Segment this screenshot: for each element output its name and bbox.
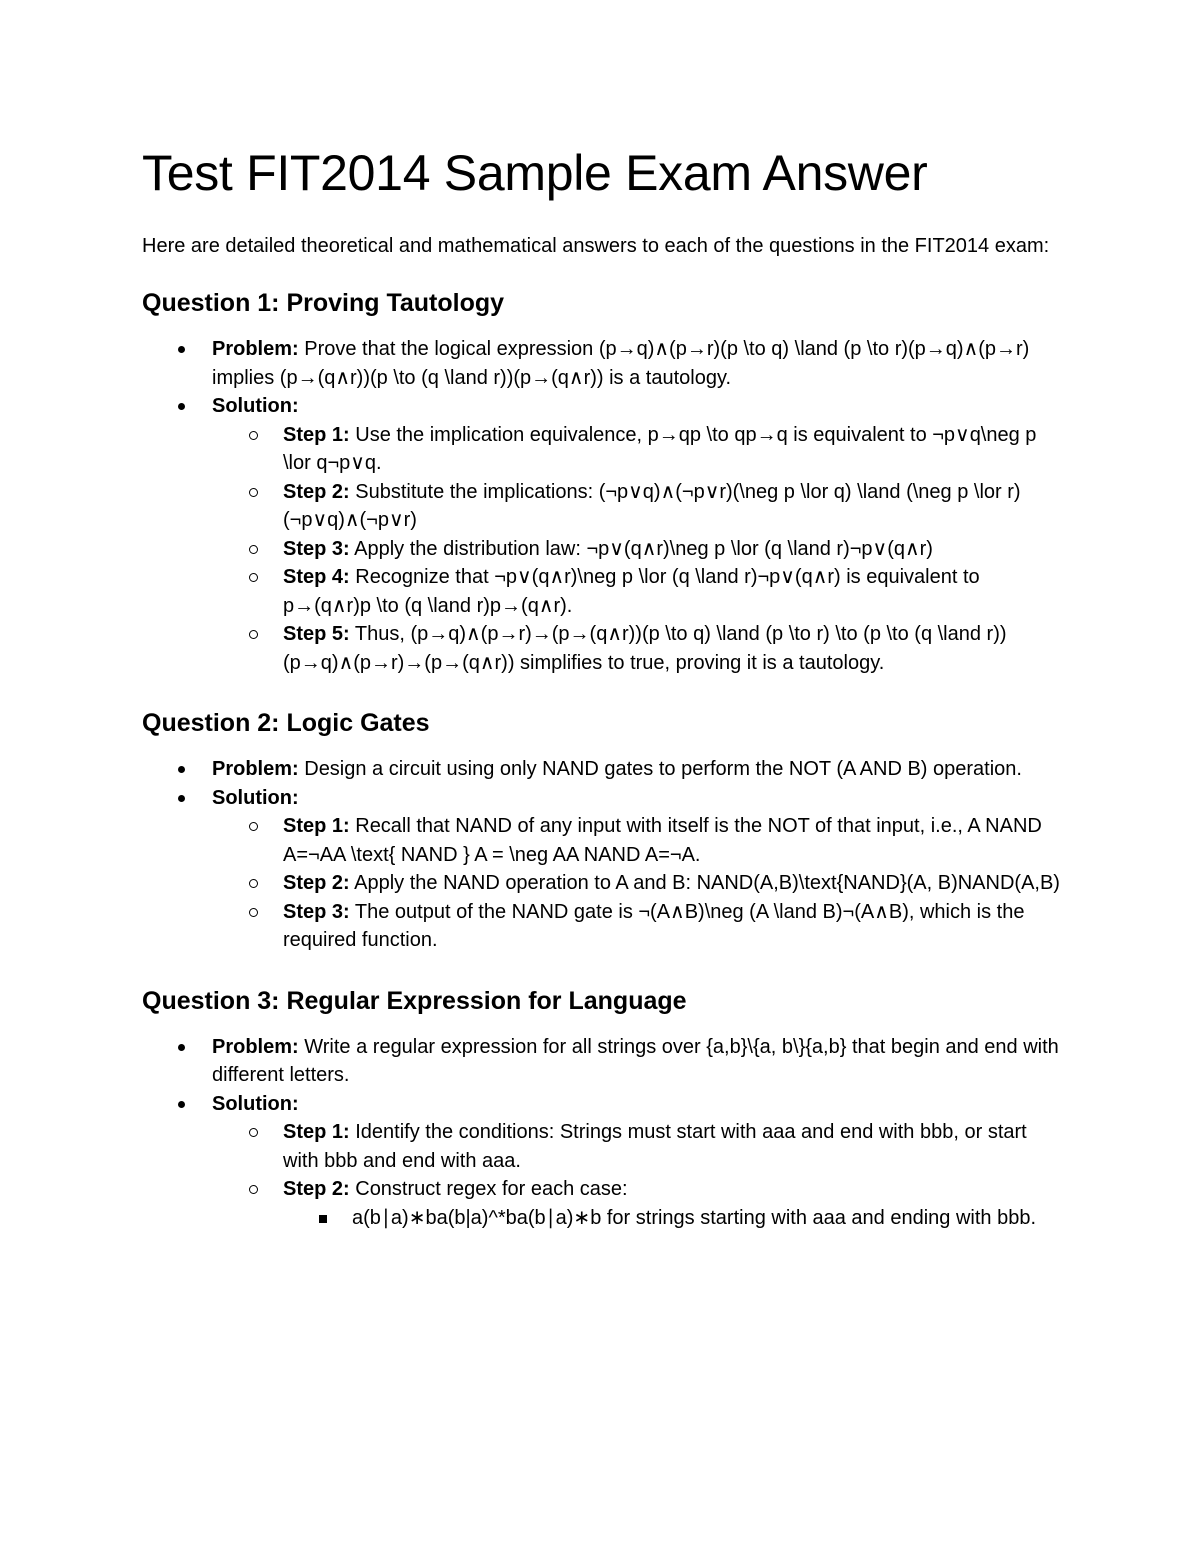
- question-1-heading: Question 1: Proving Tautology: [142, 289, 505, 317]
- step-label: Step 3:: [283, 900, 350, 923]
- step-label: Step 2:: [283, 480, 350, 503]
- step-text: Apply the distribution law: ¬p∨(q∧r)\neg p \lor (q \land r)¬p∨(q∧r): [349, 537, 933, 560]
- problem-label: Problem:: [212, 338, 299, 360]
- step-text: Use the implication equivalence, p→qp \to qp→q is equivalent to ¬p∨q\neg p \lor q¬p∨q.: [283, 423, 1037, 474]
- question-3-problem: [212, 1033, 1067, 1090]
- question-1-steps: [212, 421, 1067, 678]
- step-text: Recall that NAND of any input with itself is the NOT of that input, i.e., A NAND A=¬AA \text{ NAND } A = \neg AA NAND A=¬A.: [283, 815, 1042, 866]
- step-item: [283, 1175, 1067, 1232]
- step-item: [283, 421, 1067, 478]
- document-page: [142, 140, 1067, 1232]
- step-text: The output of the NAND gate is ¬(A∧B)\neg (A \land B)¬(A∧B), which is the required function.: [283, 900, 1025, 951]
- question-3-heading: Question 3: Regular Expression for Language: [142, 986, 687, 1015]
- step-label: Step 4:: [283, 566, 350, 588]
- question-3-solution: [212, 1090, 1067, 1233]
- solution-label: Solution:: [212, 786, 299, 809]
- step-text: Substitute the implications: (¬p∨q)∧(¬p∨r)(\neg p \lor q) \land (\neg p \lor r)(¬p∨q)∧(¬p∨r): [283, 480, 1021, 531]
- step-text: Thus, (p→q)∧(p→r)→(p→(q∧r))(p \to q) \land (p \to r) \to (p \to (q \land r))(p→q)∧(p→r)→(p→(q∧r)) simplifies to true, proving it is a tautology.: [283, 623, 1007, 674]
- solution-label: Solution:: [212, 1092, 299, 1115]
- question-1-list: [142, 335, 1067, 677]
- step-item: [283, 898, 1067, 955]
- step-label: Step 2:: [283, 1178, 350, 1200]
- step-label: Step 3:: [283, 537, 350, 560]
- question-3-substeps: [283, 1204, 1067, 1233]
- intro-paragraph: Here are detailed theoretical and mathematical answers to each of the questions in the FIT2014 exam:: [142, 235, 1050, 257]
- step-label: Step 1:: [283, 1121, 350, 1143]
- problem-label: Problem:: [212, 1035, 299, 1058]
- step-label: Step 2:: [283, 872, 350, 894]
- question-2-heading: Question 2: Logic Gates: [142, 709, 430, 737]
- step-label: Step 1:: [283, 423, 350, 446]
- step-text: Apply the NAND operation to A and B: NAND(A,B)\text{NAND}(A, B)NAND(A,B): [349, 872, 1060, 894]
- solution-label: Solution:: [212, 395, 299, 417]
- step-item: [283, 620, 1067, 677]
- step-item: [283, 535, 1067, 564]
- step-item: [283, 869, 1067, 898]
- page-title: Test FIT2014 Sample Exam Answer: [142, 145, 928, 201]
- step-label: Step 1:: [283, 815, 350, 837]
- step-item: [283, 812, 1067, 869]
- question-2-steps: [212, 812, 1067, 955]
- step-item: [283, 1118, 1067, 1175]
- question-2-list: [142, 755, 1067, 955]
- step-item: [283, 563, 1067, 620]
- question-2-solution: [212, 784, 1067, 955]
- problem-text: Design a circuit using only NAND gates to perform the NOT (A AND B) operation.: [298, 758, 1022, 780]
- question-1-solution: [212, 392, 1067, 677]
- problem-text: Prove that the logical expression (p→q)∧(p→r)(p \to q) \land (p \to r)(p→q)∧(p→r) implies (p→(q∧r))(p \to (q \land r))(p→(q∧r)) is a tautology.: [212, 338, 1030, 389]
- step-item: [283, 478, 1067, 535]
- substep-item: a(b∣a)∗ba(b|a)^*ba(b∣a)∗b for strings starting with aaa and ending with bbb.: [352, 1204, 1067, 1233]
- question-1-problem: [212, 335, 1067, 392]
- problem-label: Problem:: [212, 758, 299, 780]
- question-3-steps: [212, 1118, 1067, 1232]
- question-2-problem: [212, 755, 1067, 784]
- step-text: Construct regex for each case:: [349, 1178, 628, 1200]
- problem-text: Write a regular expression for all strings over {a,b}\{a, b\}{a,b} that begin and end with different letters.: [212, 1035, 1059, 1086]
- step-text: Recognize that ¬p∨(q∧r)\neg p \lor (q \land r)¬p∨(q∧r) is equivalent to p→(q∧r)p \to (q \land r)p→(q∧r).: [283, 566, 980, 617]
- question-3-list: [142, 1033, 1067, 1233]
- step-label: Step 5:: [283, 623, 350, 645]
- step-text: Identify the conditions: Strings must start with aaa and end with bbb, or start with bbb and end with aaa.: [283, 1121, 1027, 1172]
